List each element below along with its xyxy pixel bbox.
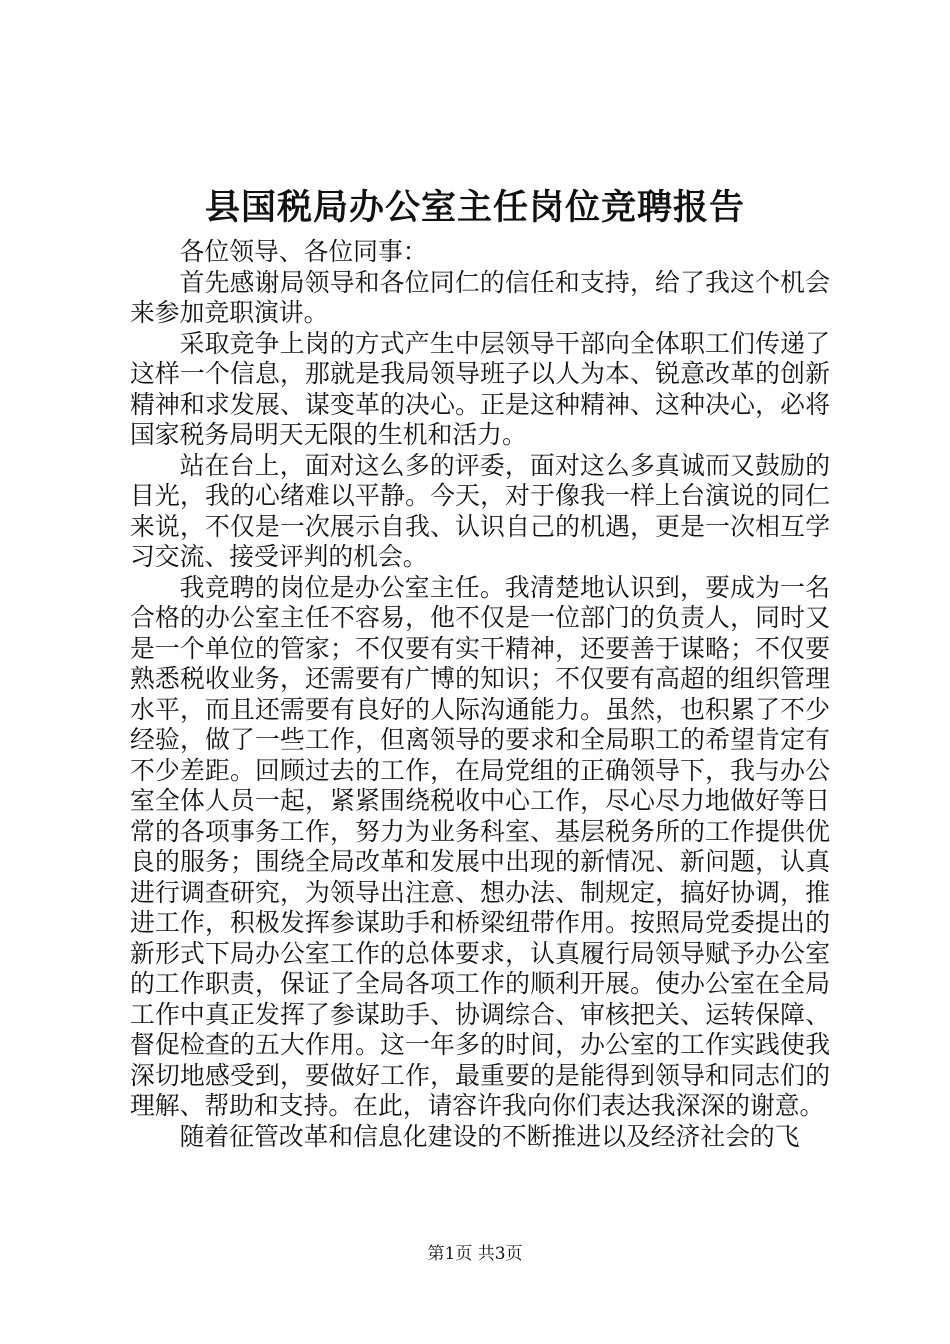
document-body (130, 237, 830, 1152)
paragraph: 随着征管改革和信息化建设的不断推进以及经济社会的飞 (179, 1121, 800, 1151)
salutation: 各位领导、各位同事： (179, 237, 428, 266)
paragraph: 我竞聘的岗位是办公室主任。我清楚地认识到，要成为一名合格的办公室主任不容易，他不仅是一位部门的负责人，同时又是一个单位的管家；不仅要有实干精神，还要善于谋略；不仅要熟悉税收业务，还需要有广博的知识；不仅要有高超的组织管理水平，而且还需要有良好的人际沟通能力。虽然，也积累了不少经验，做了一些工作，但离领导的要求和全局职工的希望肯定有不少差距。回顾过去的工作，在局党组的正确领导下，我与办公室全体人员一起，紧紧围绕税收中心工作，尽心尽力地做好等日常的各项事务工作，努力为业务科室、基层税务所的工作提供优良的服务；围绕全局改革和发展中出现的新情况、新问题，认真进行调查研究，为领导出注意、想办法、制规定，搞好协调，推进工作，积极发挥参谋助手和桥梁纽带作用。按照局党委提出的新形式下局办公室工作的总体要求，认真履行局领导赋予办公室的工作职责，保证了全局各项工作的顺利开展。使办公室在全局工作中真正发挥了参谋助手、协调综合、审核把关、运转保障、督促检查的五大作用。这一年多的时间，办公室的工作实践使我深切地感受到，要做好工作，最重要的是能得到领导和同志们的理解、帮助和支持。在此，请容许我向你们表达我深深的谢意。 (130, 572, 830, 1120)
page-number-footer: 第1页 共3页 (427, 1244, 523, 1264)
paragraph: 首先感谢局领导和各位同仁的信任和支持，给了我这个机会来参加竞职演讲。 (130, 267, 830, 327)
paragraph: 站在台上，面对这么多的评委，面对这么多真诚而又鼓励的目光，我的心绪难以平静。今天，对于像我一样上台演说的同仁来说，不仅是一次展示自我、认识自己的机遇，更是一次相互学习交流、接受评判的机会。 (130, 450, 830, 571)
paragraph: 采取竞争上岗的方式产生中层领导干部向全体职工们传递了这样一个信息，那就是我局领导班子以人为本、锐意改革的创新精神和求发展、谋变革的决心。正是这种精神、这种决心，必将国家税务局明天无限的生机和活力。 (130, 328, 830, 449)
document-title: 县国税局办公室主任岗位竞聘报告 (204, 187, 745, 228)
